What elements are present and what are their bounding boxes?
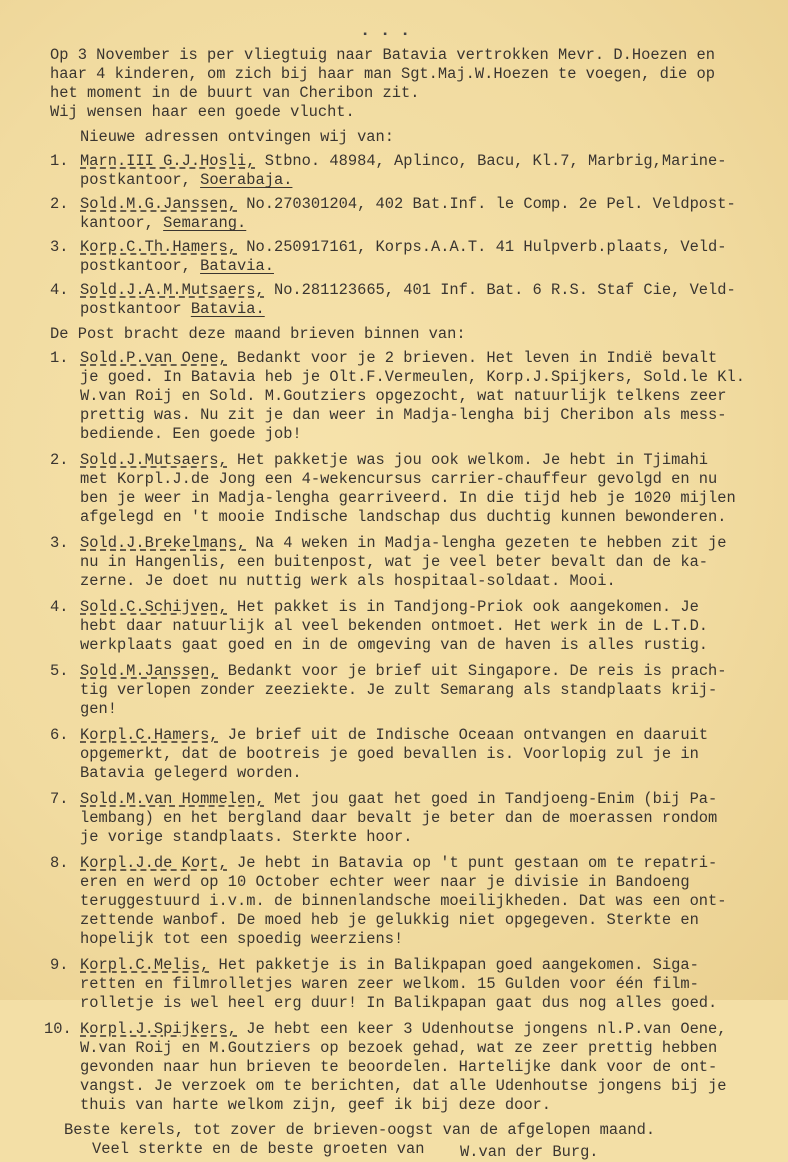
letter-line bbox=[80, 700, 770, 719]
letter-text: je vorige standplaats. Sterkte hoor. bbox=[80, 828, 413, 846]
letter-line bbox=[80, 726, 770, 745]
letter-text: Bedankt voor je 2 brieven. Het leven in Indië bevalt bbox=[227, 349, 718, 367]
letter-text: nu in Hangenlis, een buitenpost, wat je veel beter bevalt dan de ka- bbox=[80, 553, 709, 571]
item-number: 7. bbox=[50, 790, 69, 808]
letter-item bbox=[50, 662, 770, 719]
address-line bbox=[80, 195, 770, 214]
sender-name: Korpl.J.de Kort, bbox=[80, 854, 228, 872]
letter-text: ben je weer in Madja-lengha gearriveerd. In die tijd heb je 1020 mijlen bbox=[80, 489, 736, 507]
item-number: 4. bbox=[50, 598, 69, 616]
sender-name: Sold.C.Schijven, bbox=[80, 598, 228, 616]
header-mark: ▪ ▪ ▪ bbox=[362, 30, 413, 41]
letter-text: lembang) en het bergland daar bevalt je beter dan de moerassen rondom bbox=[80, 809, 718, 827]
letter-line bbox=[80, 873, 770, 892]
letter-text: rolletje is wel heel erg duur! In Balikpapan gaat dus nog alles goed. bbox=[80, 994, 718, 1012]
letter-line bbox=[80, 994, 770, 1013]
intro-paragraph bbox=[50, 46, 770, 122]
letter-line bbox=[80, 662, 770, 681]
document-body bbox=[44, 38, 770, 1161]
letters-heading: De Post bracht deze maand brieven binnen van: bbox=[50, 325, 466, 343]
item-number: 1. bbox=[50, 152, 69, 170]
letter-text: hopelijk tot een spoedig weerziens! bbox=[80, 930, 404, 948]
letter-line bbox=[80, 1039, 770, 1058]
address-text: postkantoor bbox=[80, 300, 191, 318]
letter-line bbox=[80, 470, 770, 489]
address-text: postkantoor, bbox=[80, 171, 201, 189]
letter-text: Je hebt een keer 3 Udenhoutse jongens nl.P.van Oene, bbox=[237, 1020, 727, 1038]
intro-line: Op 3 November is per vliegtuig naar Batavia vertrokken Mevr. D.Hoezen en bbox=[50, 46, 715, 64]
address-item bbox=[50, 281, 770, 319]
address-line bbox=[80, 171, 770, 190]
letter-line bbox=[80, 617, 770, 636]
intro-line: Wij wensen haar een goede vlucht. bbox=[50, 103, 355, 121]
intro-line: het moment in de buurt van Cheribon zit. bbox=[50, 84, 420, 102]
address-line bbox=[80, 152, 770, 171]
item-number: 9. bbox=[50, 956, 69, 974]
sender-name: Sold.J.Mutsaers, bbox=[80, 451, 228, 469]
letter-text: hebt daar natuurlijk al veel bekenden ontmoet. Het werk in de L.T.D. bbox=[80, 617, 709, 635]
letter-text: gen! bbox=[80, 700, 117, 718]
item-number: 3. bbox=[50, 238, 69, 256]
letter-text: met Korpl.J.de Jong een 4-wekencursus carrier-chauffeur gevolgd en nu bbox=[80, 470, 718, 488]
letter-text: W.van Roij en M.Goutziers op bezoek gehad, wat ze zeer prettig hebben bbox=[80, 1039, 718, 1057]
letter-line bbox=[80, 425, 770, 444]
letter-line bbox=[80, 489, 770, 508]
address-text: Stbno. 48984, Aplinco, Bacu, Kl.7, Marbrig,Marine- bbox=[255, 152, 727, 170]
sender-name: Korpl.C.Hamers, bbox=[80, 726, 219, 744]
letter-line bbox=[80, 636, 770, 655]
sender-name: Korpl.J.Spijkers, bbox=[80, 1020, 238, 1038]
letters-list bbox=[44, 349, 770, 1115]
letter-text: opgemerkt, dat de bootreis je goed bevallen is. Voorlopig zul je in bbox=[80, 745, 699, 763]
item-number: 1. bbox=[50, 349, 69, 367]
address-line bbox=[80, 257, 770, 276]
letter-line bbox=[80, 764, 770, 783]
sender-name: Sold.P.van Oene, bbox=[80, 349, 228, 367]
letter-line bbox=[80, 508, 770, 527]
letter-text: teruggestuurd i.v.m. de binnenlandsche moeilijkheden. Dat was een ont- bbox=[80, 892, 727, 910]
letter-item bbox=[50, 726, 770, 783]
letter-line bbox=[80, 553, 770, 572]
letter-text: bediende. Een goede job! bbox=[80, 425, 302, 443]
letter-line bbox=[80, 1077, 770, 1096]
letter-line bbox=[80, 930, 770, 949]
letter-line bbox=[80, 572, 770, 591]
letter-line bbox=[80, 451, 770, 470]
sender-name: Sold.J.Brekelmans, bbox=[80, 534, 247, 552]
letter-text: Met jou gaat het goed in Tandjoeng-Enim (bij Pa- bbox=[264, 790, 718, 808]
address-text: No.281123665, 401 Inf. Bat. 6 R.S. Staf Cie, Veld- bbox=[264, 281, 736, 299]
address-text: kantoor, bbox=[80, 214, 164, 232]
letter-text: Je hebt in Batavia op 't punt gestaan om te repatri- bbox=[227, 854, 718, 872]
address-item bbox=[50, 195, 770, 233]
recipient-name: Marn.III G.J.Hosli, bbox=[80, 152, 256, 170]
item-number: 4. bbox=[50, 281, 69, 299]
recipient-name: Sold.J.A.M.Mutsaers, bbox=[80, 281, 265, 299]
sender-name: Korpl.C.Melis, bbox=[80, 956, 210, 974]
letter-line bbox=[80, 956, 770, 975]
sender-name: Sold.M.Janssen, bbox=[80, 662, 219, 680]
letter-line bbox=[80, 1020, 770, 1039]
letter-item bbox=[50, 598, 770, 655]
letter-line bbox=[80, 387, 770, 406]
address-line bbox=[80, 300, 770, 319]
letter-text: vangst. Je verzoek om te berichten, dat alle Udenhoutse jongens bij je bbox=[80, 1077, 727, 1095]
intro-line: haar 4 kinderen, om zich bij haar man Sgt.Maj.W.Hoezen te voegen, die op bbox=[50, 65, 715, 83]
letter-text: tig verlopen zonder zeeziekte. Je zult Semarang als standplaats krij- bbox=[80, 681, 718, 699]
letter-line bbox=[80, 368, 770, 387]
letter-item bbox=[50, 451, 770, 527]
letter-line bbox=[80, 598, 770, 617]
city-name: Semarang. bbox=[163, 214, 247, 232]
letter-text: afgelegd en 't mooie Indische landschap dus duchtig kunnen bewonderen. bbox=[80, 508, 727, 526]
letter-text: Het pakketje was jou ook welkom. Je hebt in Tjimahi bbox=[227, 451, 709, 469]
closing-line: Beste kerels, tot zover de brieven-oogst van de afgelopen maand. bbox=[64, 1121, 656, 1139]
item-number: 6. bbox=[50, 726, 69, 744]
item-number: 10. bbox=[44, 1020, 72, 1038]
letter-text: Na 4 weken in Madja-lengha gezeten te hebben zit je bbox=[246, 534, 727, 552]
letter-line bbox=[80, 349, 770, 368]
address-text: No.270301204, 402 Bat.Inf. le Comp. 2e Pel. Veldpost- bbox=[237, 195, 736, 213]
letter-item bbox=[50, 534, 770, 591]
letter-line bbox=[80, 892, 770, 911]
letter-line bbox=[80, 1096, 770, 1115]
closing-greeting: Veel sterkte en de beste groeten van bbox=[92, 1140, 425, 1158]
address-item bbox=[50, 152, 770, 190]
address-item bbox=[50, 238, 770, 276]
item-number: 8. bbox=[50, 854, 69, 872]
letter-text: zettende wanbof. De moed heb je gelukkig niet opgegeven. Sterkte en bbox=[80, 911, 699, 929]
letter-text: je goed. In Batavia heb je Olt.F.Vermeulen, Korp.J.Spijkers, Sold.le Kl. bbox=[80, 368, 745, 386]
letter-line bbox=[80, 854, 770, 873]
letter-text: Het pakket is in Tandjong-Priok ook aangekomen. Je bbox=[227, 598, 699, 616]
letter-text: retten en filmrolletjes waren zeer welkom. 15 Gulden voor één film- bbox=[80, 975, 699, 993]
recipient-name: Korp.C.Th.Hamers, bbox=[80, 238, 238, 256]
letter-line bbox=[80, 828, 770, 847]
letter-text: zerne. Je doet nu nuttig werk als hospitaal-soldaat. Mooi. bbox=[80, 572, 616, 590]
item-number: 5. bbox=[50, 662, 69, 680]
letter-line bbox=[80, 975, 770, 994]
address-line bbox=[80, 238, 770, 257]
address-text: postkantoor, bbox=[80, 257, 201, 275]
address-text: No.250917161, Korps.A.A.T. 41 Hulpverb.plaats, Veld- bbox=[237, 238, 727, 256]
city-name: Batavia. bbox=[190, 300, 265, 318]
letter-text: Het pakketje is in Balikpapan goed aangekomen. Siga- bbox=[209, 956, 699, 974]
item-number: 2. bbox=[50, 451, 69, 469]
city-name: Soerabaja. bbox=[200, 171, 293, 189]
letter-text: werkplaats gaat goed en in de omgeving van de haven is alles rustig. bbox=[80, 636, 709, 654]
letter-line bbox=[80, 406, 770, 425]
letter-item bbox=[50, 790, 770, 847]
letter-item bbox=[50, 956, 770, 1013]
letter-line bbox=[80, 534, 770, 553]
letter-text: Je brief uit de Indische Oceaan ontvangen en daaruit bbox=[218, 726, 709, 744]
letter-item bbox=[50, 349, 770, 444]
letter-text: gevonden naar hun brieven te beoordelen. Hartelijke dank voor de ont- bbox=[80, 1058, 718, 1076]
address-line bbox=[80, 281, 770, 300]
letter-line bbox=[80, 1058, 770, 1077]
letter-line bbox=[80, 681, 770, 700]
letter-text: W.van Roij en Sold. M.Goutziers opgezocht, wat natuurlijk telkens zeer bbox=[80, 387, 727, 405]
recipient-name: Sold.M.G.Janssen, bbox=[80, 195, 238, 213]
letter-text: eren en werd op 10 October echter weer naar je divisie in Bandoeng bbox=[80, 873, 690, 891]
letter-text: thuis van harte welkom zijn, geef ik bij deze door. bbox=[80, 1096, 552, 1114]
letter-line bbox=[80, 745, 770, 764]
closing bbox=[50, 1121, 770, 1159]
addresses-heading: Nieuwe adressen ontvingen wij van: bbox=[80, 128, 395, 146]
letter-line bbox=[80, 790, 770, 809]
address-line bbox=[80, 214, 770, 233]
address-list bbox=[50, 152, 770, 319]
item-number: 3. bbox=[50, 534, 69, 552]
letter-line bbox=[80, 809, 770, 828]
letter-line bbox=[80, 911, 770, 930]
signature: W.van der Burg. bbox=[460, 1143, 599, 1161]
city-name: Batavia. bbox=[200, 257, 274, 275]
sender-name: Sold.M.van Hommelen, bbox=[80, 790, 265, 808]
letter-text: Bedankt voor je brief uit Singapore. De reis is prach- bbox=[218, 662, 727, 680]
letter-text: Batavia gelegerd worden. bbox=[80, 764, 302, 782]
letter-item bbox=[50, 854, 770, 949]
closing-line bbox=[64, 1140, 770, 1159]
letter-item bbox=[44, 1020, 770, 1115]
item-number: 2. bbox=[50, 195, 69, 213]
letter-text: prettig was. Nu zit je dan weer in Madja-lengha bij Cheribon als mess- bbox=[80, 406, 727, 424]
